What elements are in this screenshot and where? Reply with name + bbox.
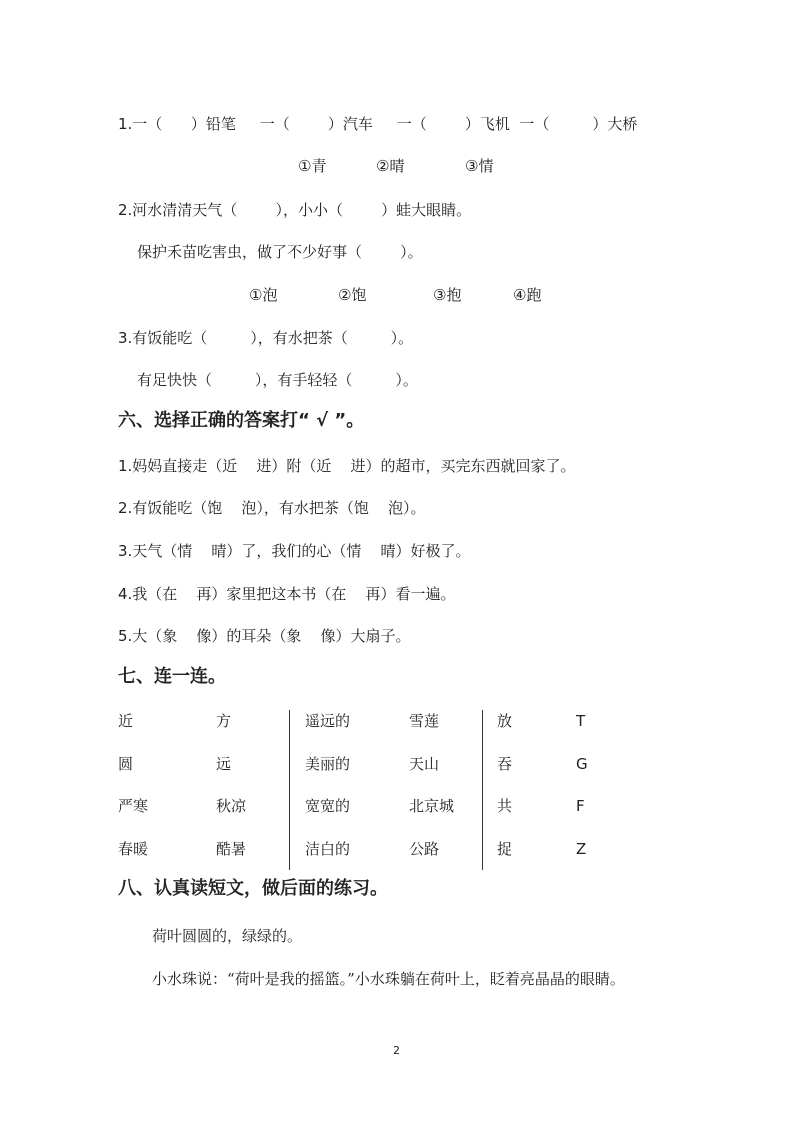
match-g1-right-2: 远 <box>216 755 232 773</box>
q3-line-2: 有足快快（ ），有手轻轻（ ）。 <box>137 371 418 389</box>
match-g3-right-3: F <box>576 797 585 815</box>
match-g2-right-3: 北京城 <box>409 797 455 815</box>
match-g2-right-4: 公路 <box>409 840 440 858</box>
q1-option-2: ②晴 <box>376 157 405 175</box>
match-g1-right-3: 秋凉 <box>216 797 247 815</box>
section6-item-5: 5.大（象 像）的耳朵（象 像）大扇子。 <box>118 627 411 645</box>
match-g1-left-3: 严寒 <box>118 797 149 815</box>
match-g1-right-4: 酷暑 <box>216 840 247 858</box>
match-g3-left-2: 吞 <box>497 755 513 773</box>
reading-paragraph-2: 小水珠说：“荷叶是我的摇篮。”小水珠躺在荷叶上，眨着亮晶晶的眼睛。 <box>152 970 625 988</box>
match-g2-left-2: 美丽的 <box>305 755 351 773</box>
match-g1-left-4: 春暖 <box>118 840 149 858</box>
section6-title: 六、选择正确的答案打“ √ ”。 <box>118 410 365 431</box>
match-g1-right-1: 方 <box>216 712 232 730</box>
q2-option-3: ③抱 <box>433 286 462 304</box>
q1-option-3: ③情 <box>465 157 494 175</box>
match-g1-left-1: 近 <box>118 712 134 730</box>
match-g2-left-4: 洁白的 <box>305 840 351 858</box>
match-g1-left-2: 圆 <box>118 755 134 773</box>
section6-item-3: 3.天气（情 晴）了，我们的心（情 晴）好极了。 <box>118 542 471 560</box>
column-divider-1 <box>289 710 290 870</box>
q2-option-1: ①泡 <box>249 286 278 304</box>
q2-line-2: 保护禾苗吃害虫，做了不少好事（ ）。 <box>137 243 423 261</box>
column-divider-2 <box>482 710 483 870</box>
section7-title: 七、连一连。 <box>118 666 226 687</box>
match-g2-left-1: 遥远的 <box>305 712 351 730</box>
section6-item-2: 2.有饭能吃（饱 泡），有水把茶（饱 泡）。 <box>118 499 426 517</box>
match-g3-right-1: T <box>576 712 586 730</box>
match-g3-right-4: Z <box>576 840 587 858</box>
match-g2-right-2: 天山 <box>409 755 440 773</box>
match-g3-right-2: G <box>576 755 588 773</box>
match-g3-left-1: 放 <box>497 712 513 730</box>
q1-option-1: ①青 <box>298 157 327 175</box>
q1-blanks-line: 1.一（ ）铅笔 一（ ）汽车 一（ ）飞机 一（ ）大桥 <box>118 115 638 133</box>
page-number: 2 <box>393 1044 400 1057</box>
match-g2-right-1: 雪莲 <box>409 712 440 730</box>
match-g3-left-3: 共 <box>497 797 513 815</box>
q3-line-1: 3.有饭能吃（ ），有水把茶（ ）。 <box>118 329 414 347</box>
q2-option-2: ②饱 <box>338 286 367 304</box>
reading-paragraph-1: 荷叶圆圆的，绿绿的。 <box>152 927 303 945</box>
section8-title: 八、认真读短文，做后面的练习。 <box>118 878 388 899</box>
q2-option-4: ④跑 <box>513 286 542 304</box>
q2-line-1: 2.河水清清天气（ ），小小（ ）蛙大眼睛。 <box>118 201 472 219</box>
section6-item-1: 1.妈妈直接走（近 进）附（近 进）的超市，买完东西就回家了。 <box>118 457 576 475</box>
match-g3-left-4: 捉 <box>497 840 513 858</box>
match-g2-left-3: 宽宽的 <box>305 797 351 815</box>
section6-item-4: 4.我（在 再）家里把这本书（在 再）看一遍。 <box>118 585 456 603</box>
